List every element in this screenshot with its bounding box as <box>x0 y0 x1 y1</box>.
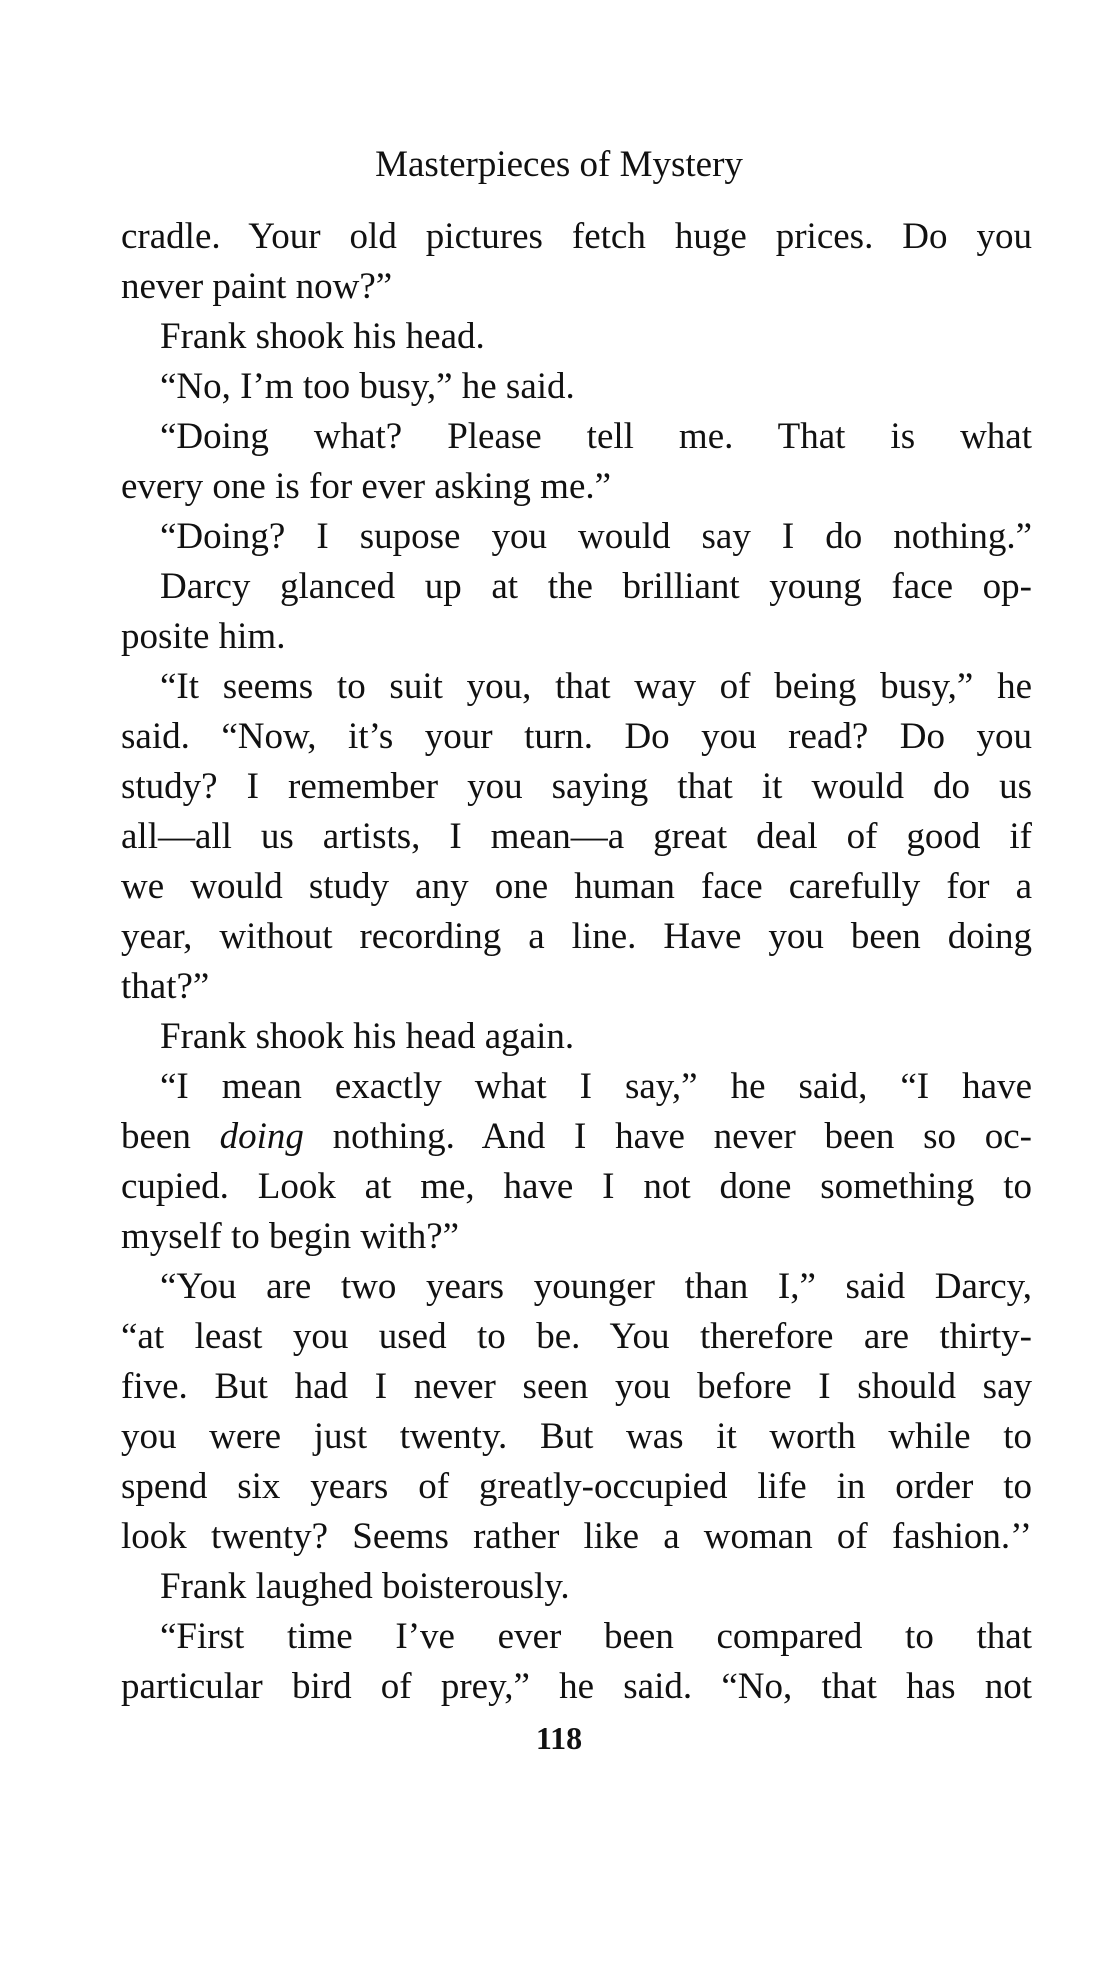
text-line: look twenty? Seems rather like a woman of fashion.’’ <box>121 1516 1032 1557</box>
text-line: “I mean exactly what I say,” he said, “I have <box>160 1066 1032 1107</box>
text-line: Frank shook his head. <box>160 316 485 357</box>
text-line: posite him. <box>121 616 286 657</box>
text-line: Darcy glanced up at the brilliant young face op- <box>160 566 1032 607</box>
text-line: “It seems to suit you, that way of being busy,” he <box>160 666 1032 707</box>
text-line: “You are two years younger than I,” said Darcy, <box>160 1266 1032 1307</box>
text-line: that?” <box>121 966 210 1007</box>
text-line: you were just twenty. But was it worth while to <box>121 1416 1032 1457</box>
text-line: spend six years of greatly-occupied life in order to <box>121 1466 1032 1507</box>
text-span: been <box>121 1116 220 1157</box>
text-line: study? I remember you saying that it would do us <box>121 766 1032 807</box>
text-line: Frank laughed boisterously. <box>160 1566 570 1607</box>
text-line <box>121 1112 1032 1162</box>
text-line: “at least you used to be. You therefore are thirty- <box>121 1316 1032 1357</box>
text-line: we would study any one human face carefully for a <box>121 866 1032 907</box>
text-line: particular bird of prey,” he said. “No, that has not <box>121 1666 1032 1707</box>
text-line: cupied. Look at me, have I not done something to <box>121 1166 1032 1207</box>
text-line: all—all us artists, I mean—a great deal of good if <box>121 816 1032 857</box>
text-line: five. But had I never seen you before I should say <box>121 1366 1032 1407</box>
running-head: Masterpieces of Mystery <box>375 144 743 185</box>
italic-text: doing <box>219 1116 304 1157</box>
text-span: nothing. And I have never been so oc- <box>303 1116 1032 1157</box>
text-line: myself to begin with?” <box>121 1216 460 1257</box>
page-number: 118 <box>535 1720 583 1756</box>
text-line: “No, I’m too busy,” he said. <box>160 366 575 407</box>
text-line: year, without recording a line. Have you been doing <box>121 916 1032 957</box>
text-line: “Doing what? Please tell me. That is what <box>160 416 1032 457</box>
text-line: said. “Now, it’s your turn. Do you read? Do you <box>121 716 1032 757</box>
text-line: “Doing? I supose you would say I do nothing.” <box>160 516 1032 557</box>
text-line: every one is for ever asking me.” <box>121 466 612 507</box>
text-line: Frank shook his head again. <box>160 1016 575 1057</box>
text-line: cradle. Your old pictures fetch huge prices. Do you <box>121 216 1032 257</box>
text-line: never paint now?” <box>121 266 393 307</box>
text-line: “First time I’ve ever been compared to that <box>160 1616 1032 1657</box>
